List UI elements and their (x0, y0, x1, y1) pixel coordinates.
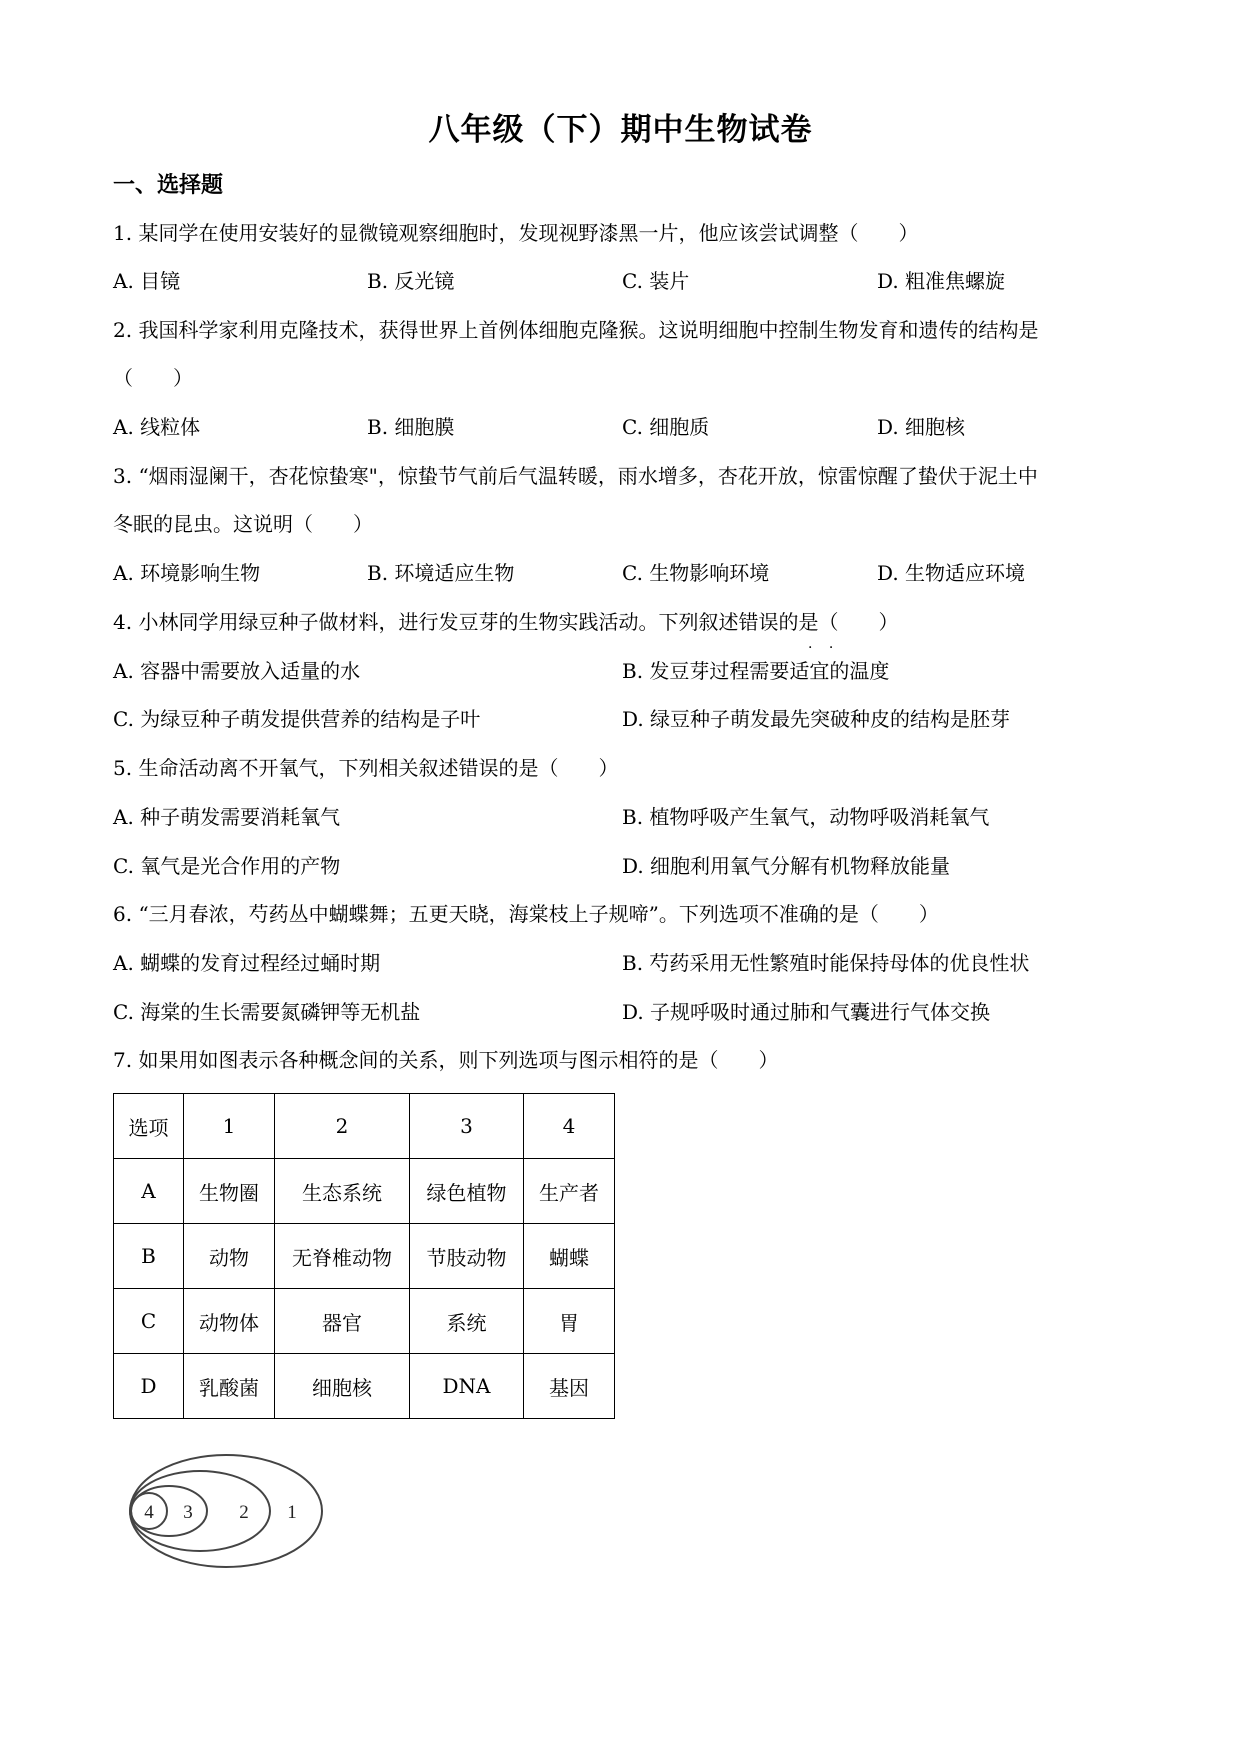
question-4-text: 4. 小林同学用绿豆种子做材料，进行发豆芽的生物实践活动。下列叙述错误的是（ ） (113, 610, 899, 634)
q3-option-d: D. 生物适应环境 (877, 561, 1026, 585)
table-cell: 乳酸菌 (184, 1354, 275, 1419)
q5-option-a: A. 种子萌发需要消耗氧气 (113, 805, 341, 829)
q2-option-a: A. 线粒体 (113, 415, 201, 439)
question-7-text: 7. 如果用如图表示各种概念间的关系，则下列选项与图示相符的是（ ） (113, 1048, 779, 1072)
table-cell: 绿色植物 (410, 1159, 524, 1224)
table-cell: 动物 (184, 1224, 275, 1289)
q4-option-a: A. 容器中需要放入适量的水 (113, 659, 361, 683)
venn-label-1: 1 (287, 1502, 297, 1523)
q1-option-a: A. 目镜 (113, 269, 181, 293)
table-cell: 生物圈 (184, 1159, 275, 1224)
table-cell: C (114, 1289, 184, 1354)
table-cell: 无脊椎动物 (275, 1224, 410, 1289)
q2-option-b: B. 细胞膜 (367, 415, 455, 439)
table-cell: 基因 (524, 1354, 615, 1419)
table-header-cell: 3 (410, 1094, 524, 1159)
q5-option-d: D. 细胞利用氧气分解有机物释放能量 (622, 854, 951, 878)
question-6-text: 6. “三月春浓，芍药丛中蝴蝶舞；五更天晓，海棠枝上子规啼”。下列选项不准确的是（ ） (113, 902, 939, 926)
table-cell: 蝴蝶 (524, 1224, 615, 1289)
table-cell: DNA (410, 1354, 524, 1419)
q5-option-b: B. 植物呼吸产生氧气，动物呼吸消耗氧气 (622, 805, 990, 829)
table-header-cell: 1 (184, 1094, 275, 1159)
table-row (114, 1354, 615, 1419)
question-5-text: 5. 生命活动离不开氧气，下列相关叙述错误的是（ ） (113, 756, 619, 780)
question-2-text: 2. 我国科学家利用克隆技术，获得世界上首例体细胞克隆猴。这说明细胞中控制生物发育和遗传的结构是 (113, 318, 1039, 342)
q3-option-a: A. 环境影响生物 (113, 561, 261, 585)
table-cell: 系统 (410, 1289, 524, 1354)
table-cell: 动物体 (184, 1289, 275, 1354)
table-header-cell: 2 (275, 1094, 410, 1159)
q6-option-b: B. 芍药采用无性繁殖时能保持母体的优良性状 (622, 951, 1030, 975)
table-cell: 生产者 (524, 1159, 615, 1224)
table-cell: D (114, 1354, 184, 1419)
options-table (113, 1093, 615, 1419)
q4-option-b: B. 发豆芽过程需要适宜的温度 (622, 659, 890, 683)
q4-option-d: D. 绿豆种子萌发最先突破种皮的结构是胚芽 (622, 707, 1011, 731)
section-heading: 一、选择题 (113, 173, 224, 198)
q6-option-d: D. 子规呼吸时通过肺和气囊进行气体交换 (622, 1000, 991, 1024)
table-header-cell: 4 (524, 1094, 615, 1159)
venn-label-3: 3 (183, 1502, 193, 1523)
q6-option-c: C. 海棠的生长需要氮磷钾等无机盐 (113, 1000, 421, 1024)
venn-label-2: 2 (239, 1502, 249, 1523)
q2-option-c: C. 细胞质 (622, 415, 710, 439)
q1-option-b: B. 反光镜 (367, 269, 455, 293)
table-cell: 胃 (524, 1289, 615, 1354)
table-cell: 细胞核 (275, 1354, 410, 1419)
table-cell: A (114, 1159, 184, 1224)
table-row (114, 1224, 615, 1289)
table-cell: B (114, 1224, 184, 1289)
q5-option-c: C. 氧气是光合作用的产物 (113, 854, 341, 878)
question-3-text: 3. “烟雨湿阑干，杏花惊蛰寒"，惊蛰节气前后气温转暖，雨水增多，杏花开放，惊雷惊醒了蛰伏于泥土中 (113, 464, 1038, 488)
table-cell: 器官 (275, 1289, 410, 1354)
table-cell: 生态系统 (275, 1159, 410, 1224)
q2-option-d: D. 细胞核 (877, 415, 966, 439)
table-row (114, 1289, 615, 1354)
q1-option-c: C. 装片 (622, 269, 690, 293)
q3-option-c: C. 生物影响环境 (622, 561, 770, 585)
venn-label-4: 4 (144, 1502, 154, 1523)
q4-option-c: C. 为绿豆种子萌发提供营养的结构是子叶 (113, 707, 481, 731)
table-header-row (114, 1094, 615, 1159)
question-1-text: 1. 某同学在使用安装好的显微镜观察细胞时，发现视野漆黑一片，他应该尝试调整（ ） (113, 221, 919, 245)
table-header-cell: 选项 (114, 1094, 184, 1159)
page-title: 八年级（下）期中生物试卷 (428, 112, 813, 148)
question-3-text-cont: 冬眠的昆虫。这说明（ ） (113, 512, 373, 536)
emphasis-dots: · · (808, 640, 840, 656)
nested-ellipses-diagram (128, 1452, 338, 1570)
q6-option-a: A. 蝴蝶的发育过程经过蛹时期 (113, 951, 381, 975)
table-row (114, 1159, 615, 1224)
q1-option-d: D. 粗准焦螺旋 (877, 269, 1006, 293)
q3-option-b: B. 环境适应生物 (367, 561, 515, 585)
table-cell: 节肢动物 (410, 1224, 524, 1289)
question-2-text-cont: （ ） (113, 366, 193, 390)
